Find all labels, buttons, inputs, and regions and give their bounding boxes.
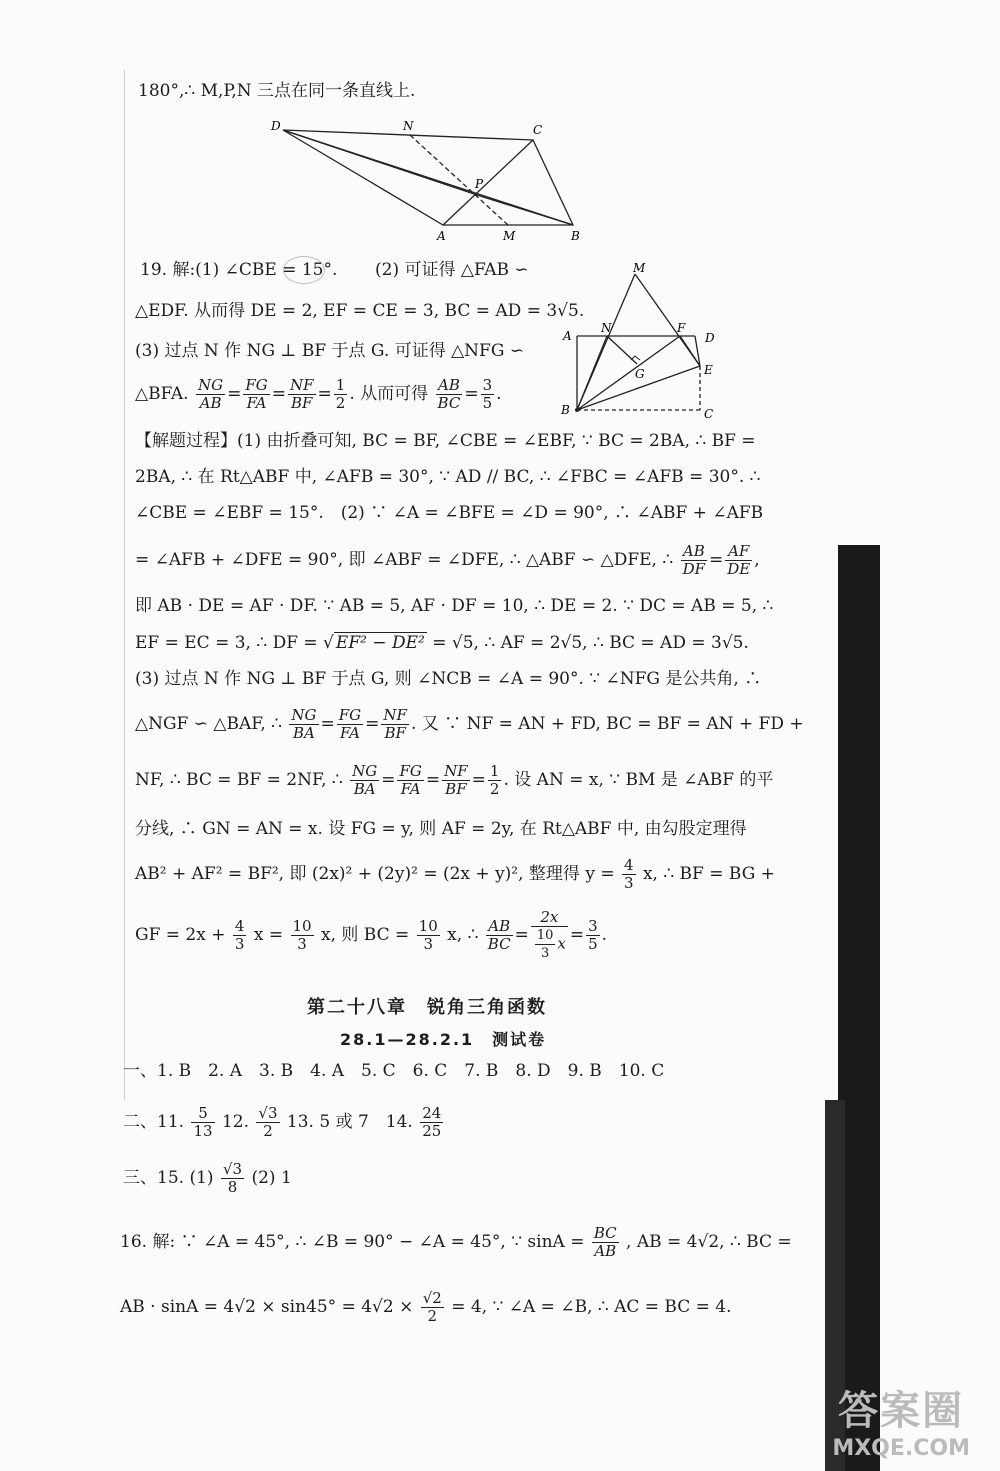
proc-line9a: NF, ∴ BC = BF = 2NF, ∴ [135, 770, 343, 790]
proc-line4: = ∠AFB + ∠DFE = 90°, 即 ∠ABF = ∠DFE, ∴ △ABF ∽ △DFE, ∴ $\frac{AB}{DF}$ = $\frac{AF}{DE}$ , [135, 542, 760, 578]
fig2-label-b: B [561, 403, 570, 417]
proc-line3: ∠CBE = ∠EBF = 15°. (2) ∵ ∠A = ∠BFE = ∠D = 90°, ∴ ∠ABF + ∠AFB [135, 503, 764, 523]
proc-line11b: x, ∴ BF = BG + [642, 864, 775, 884]
proc-line8a: △NGF ∽ △BAF, ∴ [135, 714, 282, 734]
watermark-big: 答案圈 [838, 1388, 965, 1434]
answers-3b: (2) 1 [251, 1168, 292, 1188]
q16-line1b: , AB = 4√2, ∴ BC = [626, 1232, 792, 1252]
proc-line6a: EF = EC = 3, ∴ DF = [135, 633, 318, 653]
fig2-label-d: D [705, 331, 715, 345]
fig2-label-e: E [704, 363, 713, 377]
proc-line8b: 又 ∵ NF = AN + FD, BC = BF = AN + FD + [421, 714, 804, 734]
q16-line1a: 16. 解: ∵ ∠A = 45°, ∴ ∠B = 90° − ∠A = 45°, ∵ sinA = [120, 1232, 585, 1252]
proc-line4-text: = ∠AFB + ∠DFE = 90°, 即 ∠ABF = ∠DFE, ∴ △ABF ∽ △DFE, ∴ [135, 550, 674, 570]
q19-line4a: △BFA. [135, 384, 189, 404]
proc-line5: 即 AB · DE = AF · DF. ∵ AB = 5, AF · DF = 10, ∴ DE = 2. ∵ DC = AB = 5, ∴ [135, 596, 774, 616]
proc-line12b: x = [253, 925, 284, 945]
proc-line11a: AB² + AF² = BF², 即 (2x)² + (2y)² = (2x + y)², 整理得 y = [135, 864, 615, 884]
proc-line6b: = √5, ∴ AF = 2√5, ∴ BC = AD = 3√5. [432, 633, 749, 653]
proc-line12: GF = 2x + $\frac{4}{3}$ x = $\frac{10}{3}$ x, 则 BC = $\frac{10}{3}$ x, ∴ $\frac{AB}{BC}$ = 2x $\frac{10}{3}$ x = $\frac{3}{5}$ . [135, 908, 608, 961]
q19-line4b: 从而可得 [360, 384, 429, 404]
fig1-label-d: D [271, 119, 281, 133]
figure-2 [555, 262, 725, 427]
q19-line4: △BFA. $\frac{NG}{AB}$ = $\frac{FG}{FA}$ = $\frac{NF}{BF}$ = $\frac{1}{2}$ . 从而可得 $\frac{AB}{BC}$ = $\frac{3}{5}$ . [135, 376, 502, 412]
figure-1 [265, 118, 595, 248]
line-top: 180°,∴ M,P,N 三点在同一条直线上. [138, 81, 416, 101]
proc-line12a: GF = 2x + [135, 925, 226, 945]
proc-line6: EF = EC = 3, ∴ DF = √ EF² − DE² = √5, ∴ AF = 2√5, ∴ BC = AD = 3√5. [135, 633, 749, 653]
proc-line7: (3) 过点 N 作 NG ⊥ BF 于点 G, 则 ∠NCB = ∠A = 90°. ∵ ∠NFG 是公共角, ∴ [135, 669, 762, 689]
fig1-label-a: A [437, 229, 446, 243]
chapter-title: 第二十八章 锐角三角函数 [307, 997, 547, 1018]
proc-line9: NF, ∴ BC = BF = 2NF, ∴ $\frac{NG}{BA}$ = $\frac{FG}{FA}$ = $\frac{NF}{BF}$ = $\frac{1}{2}$ . 设 AN = x, ∵ BM 是 ∠ABF 的平 [135, 762, 774, 798]
fig1-label-b: B [571, 229, 580, 243]
answers-2a: 二、11. [123, 1112, 185, 1132]
answers-2c: 13. 5 或 7 14. [286, 1112, 413, 1132]
answers-2b: 12. [221, 1112, 249, 1132]
q16-line2a: AB · sinA = 4√2 × sin45° = 4√2 × [120, 1297, 414, 1317]
watermark-small: MXQE.COM [832, 1436, 970, 1461]
fig2-label-m: M [633, 262, 646, 275]
q19-line3: (3) 过点 N 作 NG ⊥ BF 于点 G. 可证得 △NFG ∽ [135, 341, 525, 361]
answers-3: 三、15. (1) $\frac{√3}{8}$ (2) 1 [123, 1160, 292, 1196]
q19-line1b: (2) 可证得 △FAB ∽ [375, 260, 529, 280]
fig1-label-p: P [475, 177, 484, 191]
fig1-label-c: C [533, 123, 543, 137]
fig1-label-m: M [503, 229, 516, 243]
margin-rule [124, 70, 125, 1100]
q16-line2: AB · sinA = 4√2 × sin45° = 4√2 × $\frac{√2}{2}$ = 4, ∵ ∠A = ∠B, ∴ AC = BC = 4. [120, 1289, 732, 1325]
section-title: 28.1—28.2.1 测试卷 [340, 1030, 547, 1049]
q19-line1: 19. 解:(1) ∠CBE = 15°. [140, 260, 338, 280]
fig2-label-c: C [704, 407, 714, 421]
watermark-logo [832, 1379, 970, 1461]
fig2-label-n: N [601, 321, 612, 335]
q16-line2b: = 4, ∵ ∠A = ∠B, ∴ AC = BC = 4. [451, 1297, 732, 1317]
proc-line11: AB² + AF² = BF², 即 (2x)² + (2y)² = (2x + y)², 整理得 y = $\frac{4}{3}$ x, ∴ BF = BG + [135, 856, 775, 892]
answers-3a: 三、15. (1) [123, 1168, 214, 1188]
fig2-label-g: G [635, 367, 645, 381]
fig1-label-n: N [403, 119, 414, 133]
proc-line12d: x, ∴ [447, 925, 479, 945]
proc-line12c: x, 则 BC = [321, 925, 410, 945]
proc-line8: △NGF ∽ △BAF, ∴ $\frac{NG}{BA}$ = $\frac{FG}{FA}$ = $\frac{NF}{BF}$ . 又 ∵ NF = AN + FD, BC = BF = AN + FD + [135, 706, 804, 742]
q16-line1: 16. 解: ∵ ∠A = 45°, ∴ ∠B = 90° − ∠A = 45°, ∵ sinA = $\frac{BC}{AB}$ , AB = 4√2, ∴ BC = [120, 1224, 792, 1260]
proc-line2: 2BA, ∴ 在 Rt△ABF 中, ∠AFB = 30°, ∵ AD // BC, ∴ ∠FBC = ∠AFB = 30°. ∴ [135, 467, 761, 487]
proc-line10: 分线, ∴ GN = AN = x. 设 FG = y, 则 AF = 2y, 在 Rt△ABF 中, 由勾股定理得 [135, 819, 747, 839]
proc-line1: 【解题过程】(1) 由折叠可知, BC = BF, ∠CBE = ∠EBF, ∵ BC = 2BA, ∴ BF = [135, 431, 756, 451]
answers-1: 一、1. B 2. A 3. B 4. A 5. C 6. C 7. B 8. D 9. B 10. C [123, 1061, 665, 1081]
fig2-label-a: A [563, 329, 572, 343]
proc-line9b: 设 AN = x, ∵ BM 是 ∠ABF 的平 [514, 770, 774, 790]
fig2-label-f: F [677, 321, 686, 335]
answers-2: 二、11. $\frac{5}{13}$ 12. $\frac{√3}{2}$ 13. 5 或 7 14. $\frac{24}{25}$ [123, 1104, 442, 1140]
q19-line2: △EDF. 从而得 DE = 2, EF = CE = 3, BC = AD = 3√5. [135, 301, 585, 321]
